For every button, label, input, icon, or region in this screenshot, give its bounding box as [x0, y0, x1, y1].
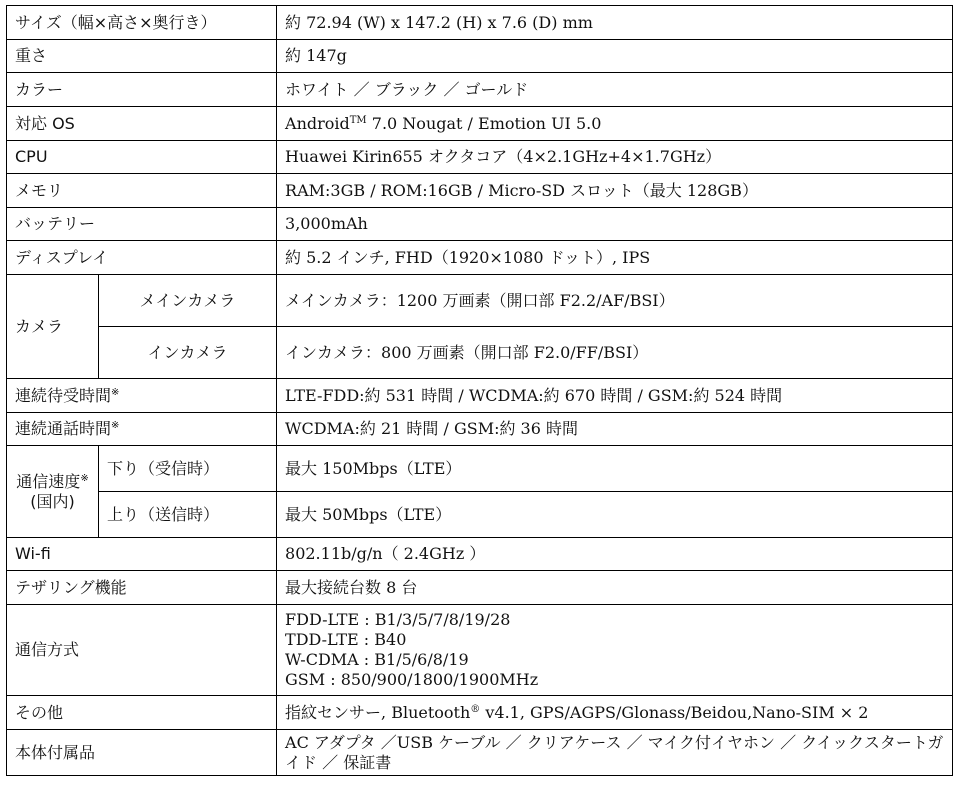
note-mark: ※: [80, 472, 89, 484]
os-value-name: Android: [285, 113, 350, 133]
os-value-version: 7.0 Nougat / Emotion UI 5.0: [366, 113, 602, 133]
table-row: [7, 275, 953, 327]
spec-table: [6, 5, 953, 776]
other-label: その他: [7, 696, 277, 730]
table-row: [7, 6, 953, 40]
table-row: [7, 40, 953, 73]
note-mark: ※: [111, 386, 120, 398]
network-line: W-CDMA : B1/5/6/8/19: [285, 650, 469, 669]
trademark-mark: TM: [349, 114, 367, 126]
size-label: サイズ（幅×高さ×奥行き）: [7, 6, 277, 40]
speed-label-text: 通信速度: [16, 471, 81, 491]
camera-label: カメラ: [7, 275, 99, 379]
table-row: [7, 141, 953, 174]
other-value: [277, 696, 953, 730]
cpu-value: Huawei Kirin655 オクタコア（4×2.1GHz+4×1.7GHz）: [277, 141, 953, 174]
color-label: カラー: [7, 73, 277, 107]
other-value-sensor: 指紋センサー, Bluetooth: [285, 702, 471, 722]
wifi-value: 802.11b/g/n（ 2.4GHz ）: [277, 538, 953, 571]
standby-value: LTE-FDD:約 531 時間 / WCDMA:約 670 時間 / GSM:約 524 時間: [277, 379, 953, 413]
network-line: FDD-LTE : B1/3/5/7/8/19/28: [285, 610, 511, 629]
main-camera-label: メインカメラ: [99, 275, 277, 327]
display-value: 約 5.2 インチ, FHD（1920×1080 ドット）, IPS: [277, 241, 953, 275]
uplink-value: 最大 50Mbps（LTE）: [277, 492, 953, 538]
in-camera-label: インカメラ: [99, 327, 277, 379]
accessories-value: AC アダプタ ／USB ケーブル ／ クリアケース ／ マイク付イヤホン ／ クイックスタートガイド ／ 保証書: [277, 730, 953, 776]
speed-label: [7, 446, 99, 538]
os-value: [277, 107, 953, 141]
memory-value: RAM:3GB / ROM:16GB / Micro-SD スロット（最大 128GB）: [277, 174, 953, 208]
talk-value: WCDMA:約 21 時間 / GSM:約 36 時間: [277, 413, 953, 446]
memory-label: メモリ: [7, 174, 277, 208]
other-value-rest: v4.1, GPS/AGPS/Glonass/Beidou,Nano-SIM × 2: [480, 702, 869, 722]
main-camera-value: メインカメラ：1200 万画素（開口部 F2.2/AF/BSI）: [277, 275, 953, 327]
standby-label-text: 連続待受時間: [15, 385, 112, 405]
uplink-label: 上り（送信時）: [99, 492, 277, 538]
table-row: [7, 730, 953, 776]
cpu-label: CPU: [7, 141, 277, 174]
table-row: [7, 73, 953, 107]
standby-label: [7, 379, 277, 413]
table-row: [7, 538, 953, 571]
battery-label: バッテリー: [7, 208, 277, 241]
table-row: [7, 107, 953, 141]
accessories-label: 本体付属品: [7, 730, 277, 776]
weight-value: 約 147g: [277, 40, 953, 73]
display-label: ディスプレイ: [7, 241, 277, 275]
network-value: [277, 605, 953, 696]
table-row: [7, 605, 953, 696]
wifi-label: Wi-fi: [7, 538, 277, 571]
registered-mark: ®: [470, 703, 481, 715]
battery-value: 3,000mAh: [277, 208, 953, 241]
talk-label: [7, 413, 277, 446]
table-row: [7, 571, 953, 605]
table-row: [7, 492, 953, 538]
network-line: GSM : 850/900/1800/1900MHz: [285, 670, 539, 689]
table-row: [7, 413, 953, 446]
table-row: [7, 696, 953, 730]
table-row: [7, 208, 953, 241]
table-row: [7, 446, 953, 492]
network-label: 通信方式: [7, 605, 277, 696]
table-row: [7, 174, 953, 208]
talk-label-text: 連続通話時間: [15, 419, 112, 438]
note-mark: ※: [111, 420, 120, 431]
network-line: TDD-LTE : B40: [285, 630, 407, 649]
tethering-value: 最大接続台数 8 台: [277, 571, 953, 605]
downlink-label: 下り（受信時）: [99, 446, 277, 492]
table-row: [7, 327, 953, 379]
color-value: ホワイト ／ ブラック ／ ゴールド: [277, 73, 953, 107]
tethering-label: テザリング機能: [7, 571, 277, 605]
os-label: 対応 OS: [7, 107, 277, 141]
table-row: [7, 379, 953, 413]
table-row: [7, 241, 953, 275]
downlink-value: 最大 150Mbps（LTE）: [277, 446, 953, 492]
in-camera-value: インカメラ：800 万画素（開口部 F2.0/FF/BSI）: [277, 327, 953, 379]
speed-label-region: (国内): [30, 491, 75, 511]
weight-label: 重さ: [7, 40, 277, 73]
size-value: 約 72.94 (W) x 147.2 (H) x 7.6 (D) mm: [277, 6, 953, 40]
